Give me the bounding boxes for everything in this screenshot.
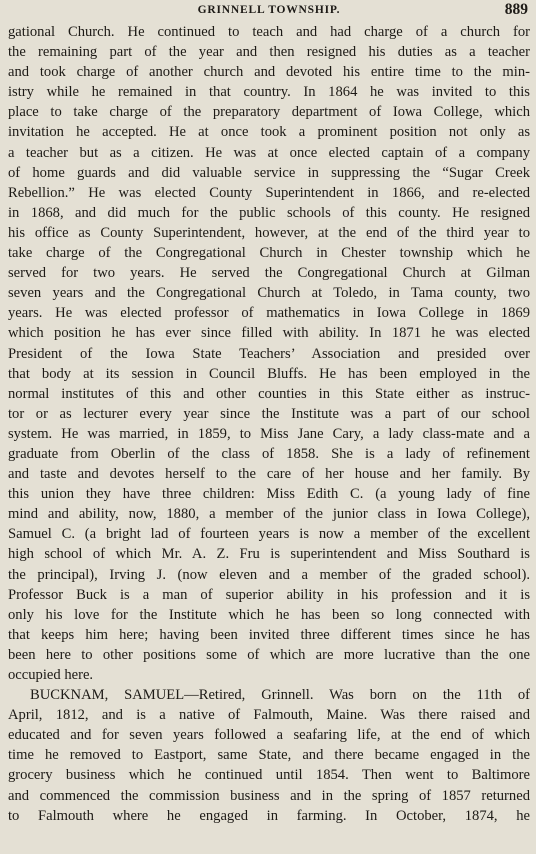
- text-line: of home guards and did valuable service in suppressing the “Sugar Creek: [8, 164, 530, 181]
- text-line: Rebellion.” He was elected County Superintendent in 1866, and re-elected: [8, 184, 530, 201]
- text-line: BUCKNAM, SAMUEL—Retired, Grinnell. Was born on the 11th of: [30, 687, 530, 704]
- text-line: time he removed to Eastport, same State, and there became engaged in the: [8, 747, 530, 764]
- text-line: graduate from Oberlin of the class of 1858. She is a lady of refinement: [8, 445, 530, 462]
- text-line: take charge of the Congregational Church in Chester township which he: [8, 245, 530, 262]
- text-line: to Falmouth where he engaged in farming. In October, 1874, he: [8, 807, 530, 824]
- text-line: grocery business which he continued until 1854. Then went to Baltimore: [8, 767, 530, 784]
- text-line: served for two years. He served the Congregational Church at Gilman: [8, 265, 530, 282]
- running-head: [8, 0, 530, 22]
- text-line: that body at its session in Council Bluffs. He has been employed in the: [8, 365, 530, 382]
- text-line: in 1868, and did much for the public schools of this county. He resigned: [8, 204, 530, 221]
- text-line: April, 1812, and is a native of Falmouth, Maine. Was there raised and: [8, 707, 530, 724]
- text-line: educated and for seven years followed a seafaring life, at the end of which: [8, 727, 530, 744]
- text-line: invitation he accepted. He at once took a prominent position not only as: [8, 124, 530, 141]
- running-title: GRINNELL TOWNSHIP.: [197, 4, 341, 16]
- text-line: President of the Iowa State Teachers’ Association and presided over: [8, 345, 530, 362]
- text-line: the principal), Irving J. (now eleven and a member of the graded school).: [8, 566, 530, 583]
- text-line: seven years and the Congregational Church at Toledo, in Tama county, two: [8, 285, 530, 302]
- text-line: place to take charge of the preparatory department of Iowa College, which: [8, 104, 530, 121]
- text-line: this union they have three children: Miss Edith C. (a young lady of fine: [8, 486, 530, 503]
- text-line: gational Church. He continued to teach and had charge of a church for: [8, 24, 530, 40]
- text-line: the remaining part of the year and then resigned his duties as a teacher: [8, 44, 530, 61]
- text-line: and taste and devotes herself to the care of her house and her family. By: [8, 466, 530, 483]
- text-line: Samuel C. (a bright lad of fourteen years is now a member of the excellent: [8, 526, 530, 543]
- text-line: high school of which Mr. A. Z. Fru is superintendent and Miss Southard is: [8, 546, 530, 563]
- text-line: years. He was elected professor of mathematics in Iowa College in 1869: [8, 305, 530, 322]
- text-line: his office as County Superintendent, however, at the end of the third year to: [8, 224, 530, 241]
- text-line: only his love for the Institute which he has been so long connected with: [8, 606, 530, 623]
- text-line: mind and ability, now, 1880, a member of the junior class in Iowa College),: [8, 506, 530, 523]
- text-line: Professor Buck is a man of superior ability in his profession and it is: [8, 586, 530, 603]
- text-line: occupied here.: [8, 667, 94, 683]
- body-text: [8, 22, 530, 826]
- text-line: that keeps him here; having been invited three different times since he has: [8, 626, 530, 643]
- text-line: a teacher but as a citizen. He was at once elected captain of a company: [8, 144, 530, 161]
- text-line: been here to other positions some of which are more lucrative than the one: [8, 646, 530, 663]
- text-line: and took charge of another church and devoted his entire time to the min-: [8, 64, 530, 81]
- text-line: normal institutes of this and other counties in this State either as instruc-: [8, 385, 530, 402]
- text-line: which position he has ever since filled with ability. In 1871 he was elected: [8, 325, 530, 342]
- text-line: tor or as lecturer every year since the Institute was a part of our school: [8, 405, 530, 422]
- text-line: system. He was married, in 1859, to Miss Jane Cary, a lady class-mate and a: [8, 425, 530, 442]
- text-line: istry while he remained in that country. In 1864 he was invited to this: [8, 84, 530, 101]
- page-number: 889: [504, 1, 528, 18]
- text-line: and commenced the commission business and in the spring of 1857 returned: [8, 787, 530, 804]
